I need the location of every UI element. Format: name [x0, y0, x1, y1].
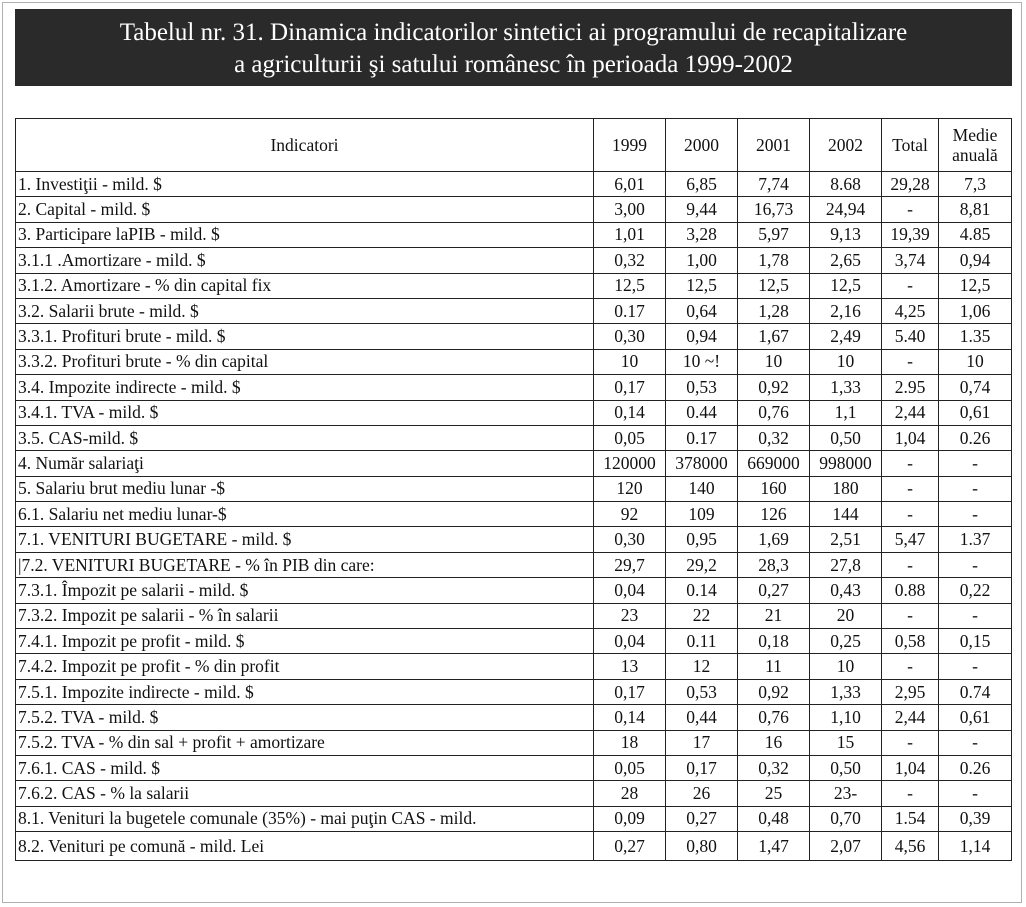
cell-2002: 10	[810, 654, 882, 679]
cell-medie-anuala: -	[939, 730, 1012, 755]
table-row	[16, 248, 1012, 273]
cell-medie-anuala: 0,22	[939, 578, 1012, 603]
cell-medie-anuala: 0.26	[939, 755, 1012, 780]
title-line-2: a agriculturii şi satului românesc în perioada 1999-2002	[234, 51, 793, 78]
cell-2000: 378000	[666, 451, 738, 476]
cell-2001: 0,18	[738, 629, 810, 654]
table-row	[16, 679, 1012, 704]
cell-2002: 0,50	[810, 755, 882, 780]
header-2000: 2000	[666, 119, 738, 172]
cell-2000: 0,17	[666, 755, 738, 780]
header-2002: 2002	[810, 119, 882, 172]
cell-total: 19,39	[882, 222, 939, 247]
table-row	[16, 832, 1012, 861]
cell-medie-anuala: 0,74	[939, 375, 1012, 400]
cell-2002: 0,25	[810, 629, 882, 654]
cell-2000: 9,44	[666, 197, 738, 222]
cell-medie-anuala: 4.85	[939, 222, 1012, 247]
cell-2001: 160	[738, 476, 810, 501]
table-row	[16, 806, 1012, 831]
cell-2000: 0.11	[666, 629, 738, 654]
cell-2001: 5,97	[738, 222, 810, 247]
cell-indicator: 7.5.2. TVA - mild. $	[16, 705, 594, 730]
cell-2001: 0,27	[738, 578, 810, 603]
cell-2000: 140	[666, 476, 738, 501]
cell-1999: 18	[594, 730, 666, 755]
cell-indicator: 6.1. Salariu net mediu lunar-$	[16, 502, 594, 527]
cell-total: -	[882, 197, 939, 222]
cell-2002: 1,10	[810, 705, 882, 730]
cell-medie-anuala: 1,14	[939, 832, 1012, 861]
cell-2002: 1,1	[810, 400, 882, 425]
cell-2000: 26	[666, 781, 738, 806]
cell-medie-anuala: 0,61	[939, 705, 1012, 730]
cell-total: -	[882, 781, 939, 806]
cell-indicator: 8.2. Venituri pe comună - mild. Lei	[16, 832, 594, 861]
cell-total: 1,04	[882, 755, 939, 780]
cell-indicator: 3.4.1. TVA - mild. $	[16, 400, 594, 425]
table-row	[16, 755, 1012, 780]
title-line-1: Tabelul nr. 31. Dinamica indicatorilor sintetici ai programului de recapitalizare	[119, 19, 908, 46]
table-row	[16, 400, 1012, 425]
cell-total: 4,56	[882, 832, 939, 861]
cell-1999: 0.17	[594, 298, 666, 323]
table-row	[16, 552, 1012, 577]
cell-total: -	[882, 603, 939, 628]
cell-indicator: 3.2. Salarii brute - mild. $	[16, 298, 594, 323]
header-2001: 2001	[738, 119, 810, 172]
cell-indicator: 4. Număr salariaţi	[16, 451, 594, 476]
cell-2001: 1,28	[738, 298, 810, 323]
table-row	[16, 603, 1012, 628]
cell-2001: 1,69	[738, 527, 810, 552]
cell-indicator: 7.3.1. Împozit pe salarii - mild. $	[16, 578, 594, 603]
cell-total: 5,47	[882, 527, 939, 552]
cell-2001: 21	[738, 603, 810, 628]
indicators-table	[15, 118, 1012, 861]
cell-medie-anuala: 12,5	[939, 273, 1012, 298]
cell-2000: 0,95	[666, 527, 738, 552]
cell-indicator: 1. Investiţii - mild. $	[16, 172, 594, 197]
table-row	[16, 629, 1012, 654]
cell-2002: 2,49	[810, 324, 882, 349]
cell-medie-anuala: -	[939, 451, 1012, 476]
cell-total: -	[882, 349, 939, 374]
cell-2001: 0,32	[738, 425, 810, 450]
cell-2000: 109	[666, 502, 738, 527]
cell-total: 2,44	[882, 705, 939, 730]
table-row	[16, 425, 1012, 450]
cell-1999: 3,00	[594, 197, 666, 222]
table-row	[16, 654, 1012, 679]
cell-1999: 10	[594, 349, 666, 374]
table-row	[16, 578, 1012, 603]
cell-indicator: 3.5. CAS-mild. $	[16, 425, 594, 450]
cell-2002: 23-	[810, 781, 882, 806]
cell-2000: 6,85	[666, 172, 738, 197]
table-row	[16, 781, 1012, 806]
cell-medie-anuala: 1.37	[939, 527, 1012, 552]
cell-2001: 1,78	[738, 248, 810, 273]
cell-2001: 0,76	[738, 705, 810, 730]
cell-total: 1,04	[882, 425, 939, 450]
cell-indicator: 7.3.2. Impozit pe salarii - % în salarii	[16, 603, 594, 628]
cell-2001: 0,92	[738, 375, 810, 400]
cell-total: 5.40	[882, 324, 939, 349]
cell-2000: 0,44	[666, 705, 738, 730]
table-row	[16, 197, 1012, 222]
cell-indicator: 7.6.1. CAS - mild. $	[16, 755, 594, 780]
cell-medie-anuala: 0,61	[939, 400, 1012, 425]
cell-2000: 0,53	[666, 679, 738, 704]
cell-total: 29,28	[882, 172, 939, 197]
cell-1999: 1,01	[594, 222, 666, 247]
cell-2000: 0,53	[666, 375, 738, 400]
cell-1999: 120000	[594, 451, 666, 476]
cell-1999: 13	[594, 654, 666, 679]
cell-2001: 0,76	[738, 400, 810, 425]
cell-2001: 669000	[738, 451, 810, 476]
cell-2001: 12,5	[738, 273, 810, 298]
cell-2002: 2,51	[810, 527, 882, 552]
cell-2002: 180	[810, 476, 882, 501]
cell-1999: 0,27	[594, 832, 666, 861]
cell-2002: 12,5	[810, 273, 882, 298]
cell-medie-anuala: 8,81	[939, 197, 1012, 222]
cell-total: 2,44	[882, 400, 939, 425]
table-row	[16, 705, 1012, 730]
cell-2000: 0.44	[666, 400, 738, 425]
cell-indicator: 7.5.1. Impozite indirecte - mild. $	[16, 679, 594, 704]
cell-medie-anuala: -	[939, 476, 1012, 501]
cell-2002: 144	[810, 502, 882, 527]
cell-medie-anuala: 0,94	[939, 248, 1012, 273]
table-row	[16, 476, 1012, 501]
cell-2001: 1,47	[738, 832, 810, 861]
cell-indicator: 3. Participare laPIB - mild. $	[16, 222, 594, 247]
cell-indicator: 2. Capital - mild. $	[16, 197, 594, 222]
header-row	[16, 119, 1012, 172]
cell-2000: 0,80	[666, 832, 738, 861]
cell-2000: 29,2	[666, 552, 738, 577]
cell-medie-anuala: -	[939, 502, 1012, 527]
cell-1999: 0,32	[594, 248, 666, 273]
table-title	[15, 9, 1012, 86]
cell-2000: 12,5	[666, 273, 738, 298]
cell-1999: 0,05	[594, 425, 666, 450]
table-row	[16, 502, 1012, 527]
cell-1999: 92	[594, 502, 666, 527]
cell-2002: 0,50	[810, 425, 882, 450]
cell-2002: 20	[810, 603, 882, 628]
cell-indicator: |7.2. VENITURI BUGETARE - % în PIB din care:	[16, 552, 594, 577]
cell-1999: 12,5	[594, 273, 666, 298]
cell-2001: 0,92	[738, 679, 810, 704]
cell-1999: 120	[594, 476, 666, 501]
cell-indicator: 7.5.2. TVA - % din sal + profit + amortizare	[16, 730, 594, 755]
cell-total: -	[882, 730, 939, 755]
cell-1999: 28	[594, 781, 666, 806]
cell-2000: 0.17	[666, 425, 738, 450]
header-total: Total	[882, 119, 939, 172]
table-row	[16, 349, 1012, 374]
cell-total: 2,95	[882, 679, 939, 704]
cell-2000: 12	[666, 654, 738, 679]
cell-2001: 7,74	[738, 172, 810, 197]
header-indicatori: Indicatori	[16, 119, 594, 172]
cell-2000: 17	[666, 730, 738, 755]
cell-indicator: 3.3.1. Profituri brute - mild. $	[16, 324, 594, 349]
cell-2000: 0,27	[666, 806, 738, 831]
cell-1999: 0,30	[594, 527, 666, 552]
cell-1999: 0,04	[594, 578, 666, 603]
cell-indicator: 7.4.1. Impozit pe profit - mild. $	[16, 629, 594, 654]
cell-medie-anuala: 1,06	[939, 298, 1012, 323]
table-body	[16, 172, 1012, 861]
cell-2001: 126	[738, 502, 810, 527]
cell-medie-anuala: 1.35	[939, 324, 1012, 349]
cell-1999: 0,04	[594, 629, 666, 654]
table-row	[16, 527, 1012, 552]
cell-2001: 0,48	[738, 806, 810, 831]
table-row	[16, 451, 1012, 476]
cell-medie-anuala: -	[939, 654, 1012, 679]
cell-total: 0.88	[882, 578, 939, 603]
cell-2002: 0,43	[810, 578, 882, 603]
header-medie-line-2: anuală	[952, 145, 998, 165]
header-1999: 1999	[594, 119, 666, 172]
cell-indicator: 7.6.2. CAS - % la salarii	[16, 781, 594, 806]
cell-2002: 24,94	[810, 197, 882, 222]
cell-indicator: 3.4. Impozite indirecte - mild. $	[16, 375, 594, 400]
table-row	[16, 730, 1012, 755]
cell-1999: 23	[594, 603, 666, 628]
cell-2002: 9,13	[810, 222, 882, 247]
cell-medie-anuala: -	[939, 552, 1012, 577]
cell-indicator: 3.1.2. Amortizare - % din capital fix	[16, 273, 594, 298]
cell-2002: 1,33	[810, 375, 882, 400]
cell-2001: 0,32	[738, 755, 810, 780]
cell-total: 0,58	[882, 629, 939, 654]
table-row	[16, 222, 1012, 247]
cell-medie-anuala: -	[939, 603, 1012, 628]
cell-1999: 0,17	[594, 375, 666, 400]
cell-2002: 0,70	[810, 806, 882, 831]
cell-2000: 0.14	[666, 578, 738, 603]
cell-total: -	[882, 502, 939, 527]
cell-medie-anuala: 0,39	[939, 806, 1012, 831]
cell-1999: 0,14	[594, 705, 666, 730]
cell-medie-anuala: 0.26	[939, 425, 1012, 450]
cell-indicator: 7.1. VENITURI BUGETARE - mild. $	[16, 527, 594, 552]
cell-medie-anuala: 0,15	[939, 629, 1012, 654]
cell-medie-anuala: 10	[939, 349, 1012, 374]
cell-2001: 10	[738, 349, 810, 374]
cell-2000: 3,28	[666, 222, 738, 247]
cell-2001: 16,73	[738, 197, 810, 222]
cell-2001: 25	[738, 781, 810, 806]
cell-2002: 998000	[810, 451, 882, 476]
cell-2002: 1,33	[810, 679, 882, 704]
cell-1999: 6,01	[594, 172, 666, 197]
table-row	[16, 172, 1012, 197]
cell-2001: 16	[738, 730, 810, 755]
cell-indicator: 8.1. Venituri la bugetele comunale (35%) - mai puţin CAS - mild.	[16, 806, 594, 831]
cell-total: 2.95	[882, 375, 939, 400]
header-medie-anuala	[939, 119, 1012, 172]
cell-indicator: 3.1.1 .Amortizare - mild. $	[16, 248, 594, 273]
table-row	[16, 273, 1012, 298]
cell-2000: 0,94	[666, 324, 738, 349]
cell-1999: 29,7	[594, 552, 666, 577]
cell-2002: 10	[810, 349, 882, 374]
cell-1999: 0,14	[594, 400, 666, 425]
cell-1999: 0,09	[594, 806, 666, 831]
cell-total: -	[882, 654, 939, 679]
cell-medie-anuala: 0.74	[939, 679, 1012, 704]
cell-total: -	[882, 476, 939, 501]
cell-total: -	[882, 552, 939, 577]
cell-total: 4,25	[882, 298, 939, 323]
cell-2001: 11	[738, 654, 810, 679]
cell-2000: 0,64	[666, 298, 738, 323]
cell-indicator: 3.3.2. Profituri brute - % din capital	[16, 349, 594, 374]
table-row	[16, 375, 1012, 400]
cell-medie-anuala: -	[939, 781, 1012, 806]
table-row	[16, 298, 1012, 323]
header-medie-line-1: Medie	[952, 125, 998, 145]
cell-1999: 0,05	[594, 755, 666, 780]
cell-2002: 8.68	[810, 172, 882, 197]
cell-2000: 1,00	[666, 248, 738, 273]
cell-indicator: 5. Salariu brut mediu lunar -$	[16, 476, 594, 501]
cell-medie-anuala: 7,3	[939, 172, 1012, 197]
cell-2001: 28,3	[738, 552, 810, 577]
cell-2001: 1,67	[738, 324, 810, 349]
cell-2002: 2,16	[810, 298, 882, 323]
cell-2002: 15	[810, 730, 882, 755]
cell-total: 1.54	[882, 806, 939, 831]
cell-2000: 22	[666, 603, 738, 628]
cell-indicator: 7.4.2. Impozit pe profit - % din profit	[16, 654, 594, 679]
table-row	[16, 324, 1012, 349]
cell-1999: 0,30	[594, 324, 666, 349]
cell-total: -	[882, 273, 939, 298]
cell-2000: 10 ~!	[666, 349, 738, 374]
cell-2002: 27,8	[810, 552, 882, 577]
cell-2002: 2,65	[810, 248, 882, 273]
cell-total: 3,74	[882, 248, 939, 273]
cell-total: -	[882, 451, 939, 476]
cell-2002: 2,07	[810, 832, 882, 861]
cell-1999: 0,17	[594, 679, 666, 704]
